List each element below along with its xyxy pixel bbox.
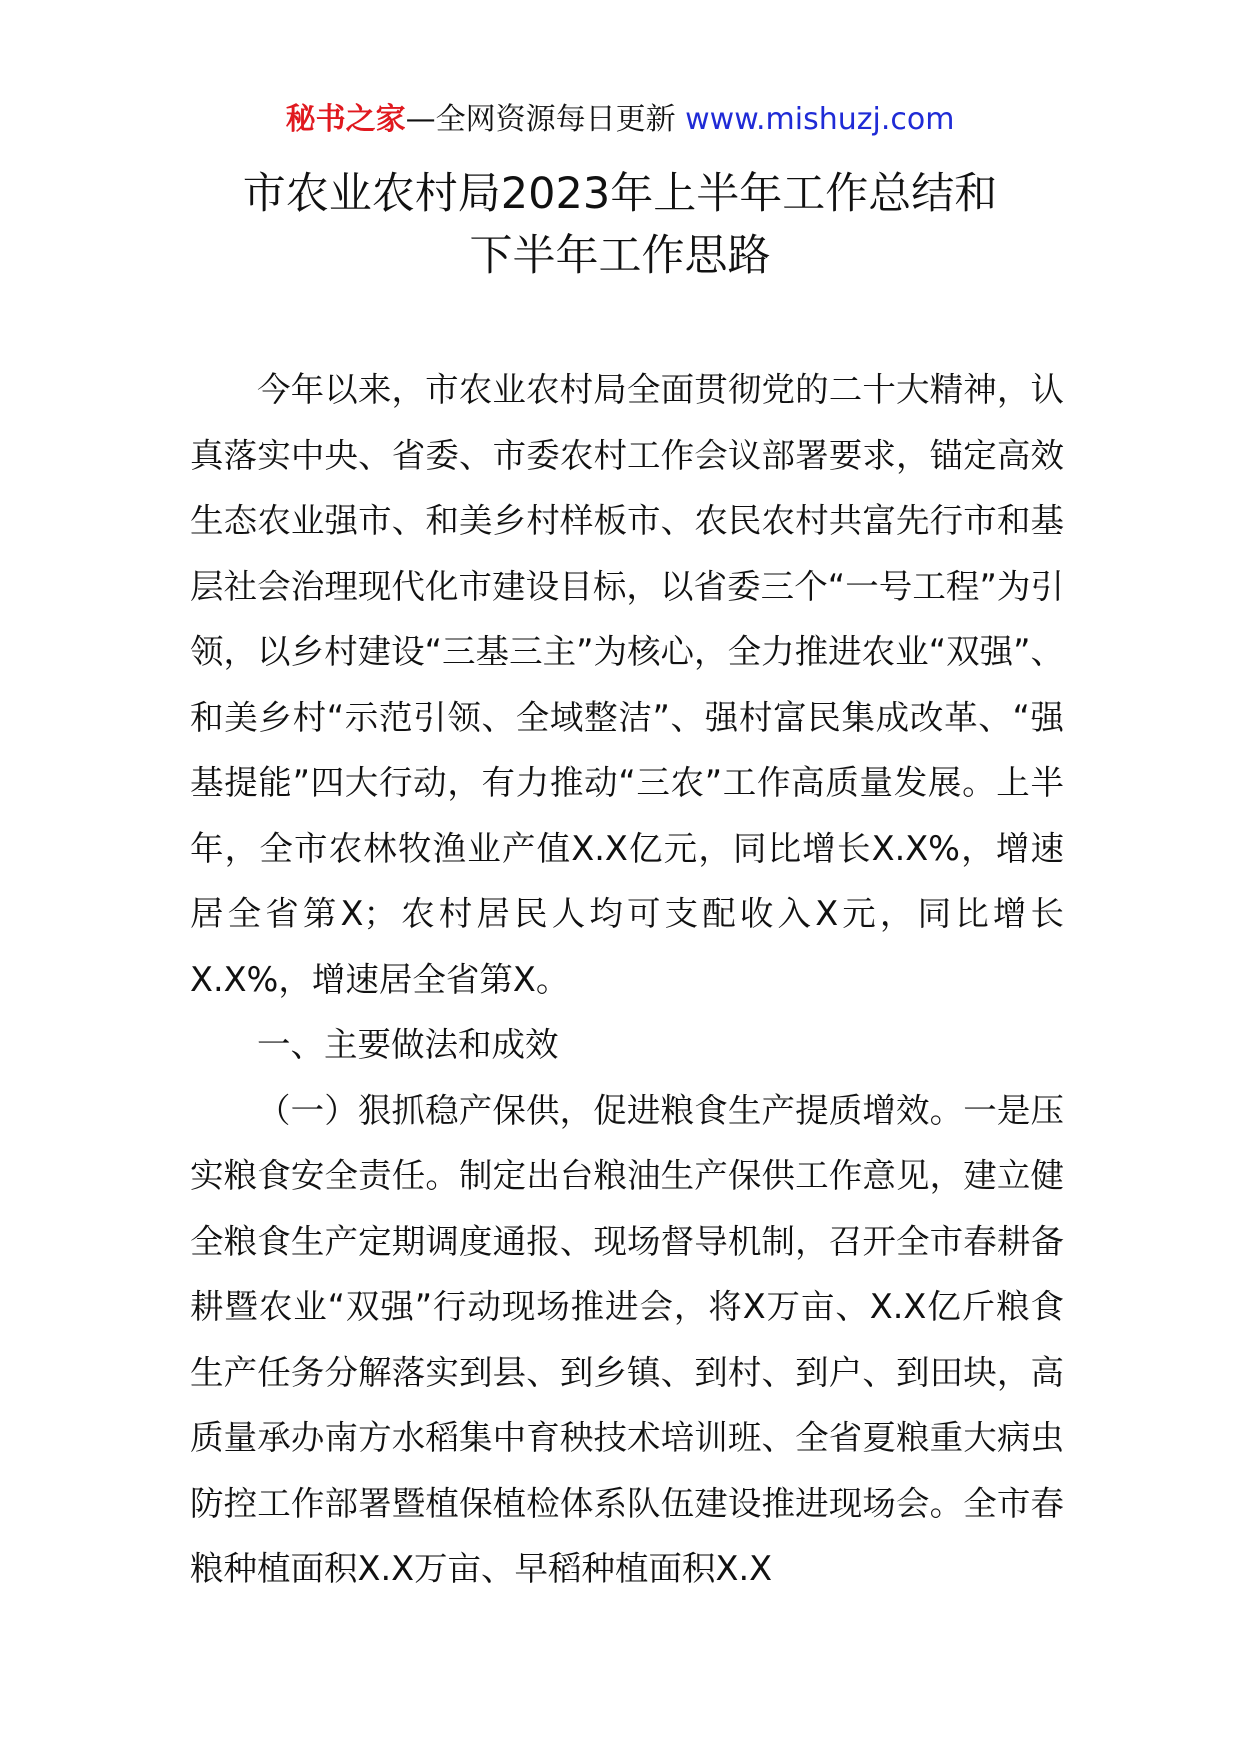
site-header [0, 100, 1240, 140]
intro-paragraph: 今年以来，市农业农村局全面贯彻党的二十大精神，认真落实中央、省委、市委农村工作会议部署要求，锚定高效生态农业强市、和美乡村样板市、农民农村共富先行市和基层社会治理现代化市建设目标，以省委三个“一号工程”为引领，以乡村建设“三基三主”为核心，全力推进农业“双强”、和美乡村“示范引领、全域整洁”、强村富民集成改革、“强基提能”四大行动，有力推动“三农”工作高质量发展。上半年，全市农林牧渔业产值X.X亿元，同比增长X.X%，增速居全省第X；农村居民人均可支配收入X元，同比增长X.X%，增速居全省第X。 [190, 370, 1064, 999]
header-tagline: —全网资源每日更新 [405, 102, 676, 137]
title-line-1: 市农业农村局2023年上半年工作总结和 [242, 169, 998, 219]
document-title [0, 163, 1240, 287]
document-body [190, 357, 1064, 1602]
site-url[interactable]: www.mishuzj.com [685, 102, 955, 137]
body-paragraph: （一）狠抓稳产保供，促进粮食生产提质增效。一是压实粮食安全责任。制定出台粮油生产保供工作意见，建立健全粮食生产定期调度通报、现场督导机制，召开全市春耕备耕暨农业“双强”行动现场推进会，将X万亩、X.X亿斤粮食生产任务分解落实到县、到乡镇、到村、到户、到田块，高质量承办南方水稻集中育秧技术培训班、全省夏粮重大病虫防控工作部署暨植保植检体系队伍建设推进现场会。全市春粮种植面积X.X万亩、早稻种植面积X.X [190, 1090, 1064, 1588]
section-heading: 一、主要做法和成效 [257, 1025, 559, 1064]
title-line-2: 下半年工作思路 [469, 231, 771, 281]
brand-name: 秘书之家 [285, 102, 406, 137]
